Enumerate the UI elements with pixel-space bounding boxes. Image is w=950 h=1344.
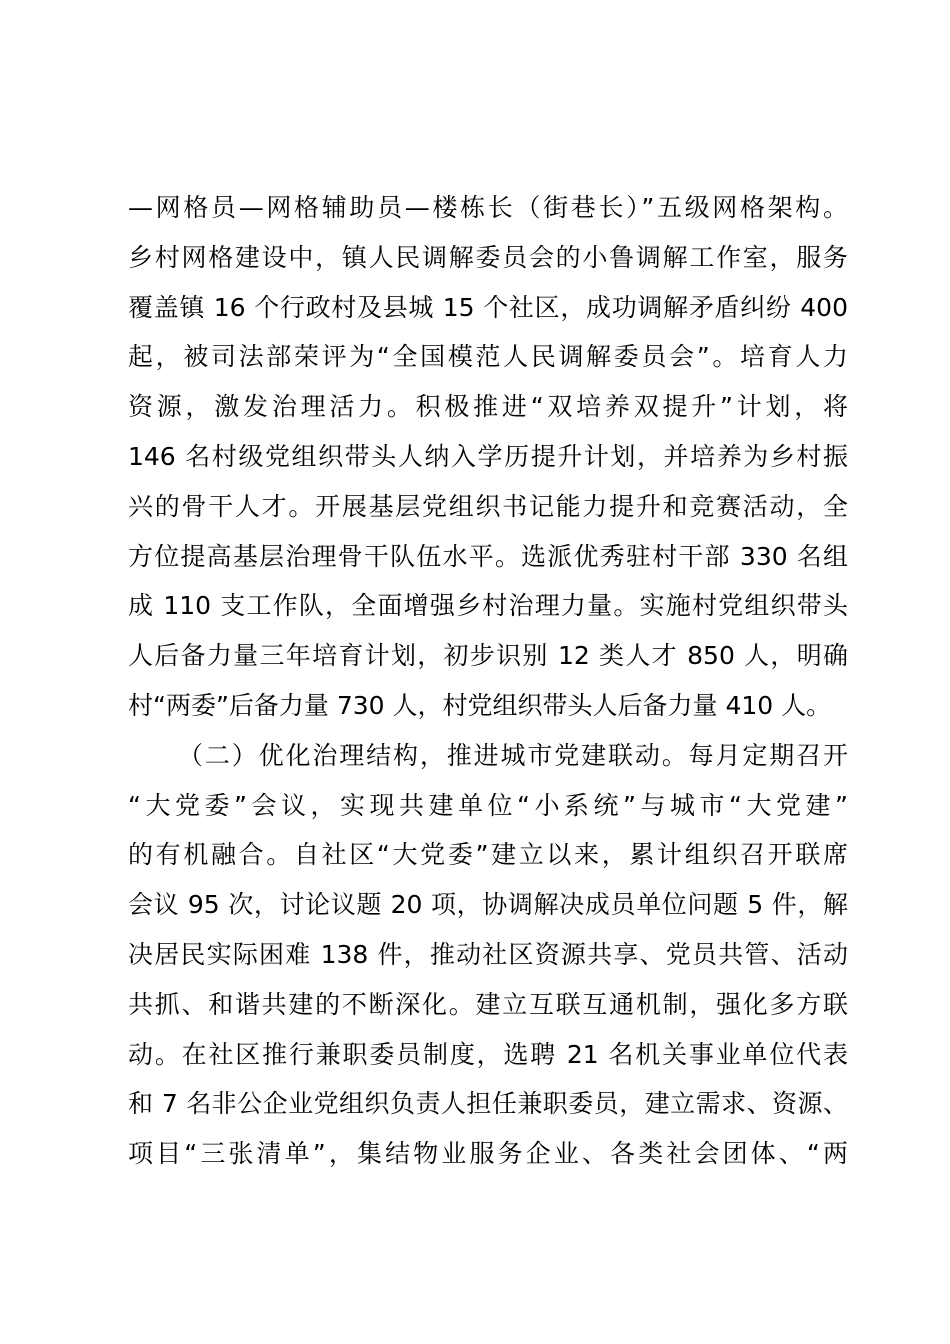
text-line: 人后备力量三年培育计划，初步识别 12 类人才 850 人，明确 bbox=[128, 641, 848, 671]
text-line: 项目“三张清单”，集结物业服务企业、各类社会团体、“两 bbox=[128, 1139, 848, 1169]
text-line: 覆盖镇 16 个行政村及县城 15 个社区，成功调解矛盾纠纷 400 bbox=[128, 292, 848, 322]
text-line: 乡村网格建设中，镇人民调解委员会的小鲁调解工作室，服务 bbox=[128, 242, 848, 272]
text-line: 共抓、和谐共建的不断深化。建立互联互通机制，强化多方联 bbox=[128, 989, 848, 1019]
text-line: 和 7 名非公企业党组织负责人担任兼职委员，建立需求、资源、 bbox=[128, 1089, 848, 1119]
text-line: 兴的骨干人才。开展基层党组织书记能力提升和竞赛活动，全 bbox=[128, 491, 848, 521]
section-heading-line: （二）优化治理结构，推进城市党建联动。每月定期召开 bbox=[178, 740, 848, 770]
text-line: 146 名村级党组织带头人纳入学历提升计划，并培养为乡村振 bbox=[128, 441, 848, 471]
paragraph-grid-governance bbox=[128, 183, 848, 731]
text-line: 成 110 支工作队，全面增强乡村治理力量。实施村党组织带头 bbox=[128, 591, 848, 621]
text-line: 资源，激发治理活力。积极推进“双培养双提升”计划，将 bbox=[128, 392, 848, 422]
text-line: 动。在社区推行兼职委员制度，选聘 21 名机关事业单位代表 bbox=[128, 1039, 848, 1069]
text-line: “大党委”会议，实现共建单位“小系统”与城市“大党建” bbox=[128, 790, 848, 820]
text-line: 起，被司法部荣评为“全国模范人民调解委员会”。培育人力 bbox=[128, 342, 848, 372]
text-line: 的有机融合。自社区“大党委”建立以来，累计组织召开联席 bbox=[128, 840, 848, 870]
paragraph-urban-party-building bbox=[128, 731, 848, 1179]
text-line: 村“两委”后备力量 730 人，村党组织带头人后备力量 410 人。 bbox=[128, 690, 832, 720]
body-text bbox=[128, 183, 848, 1179]
text-line: 决居民实际困难 138 件，推动社区资源共享、党员共管、活动 bbox=[128, 939, 848, 969]
text-line: —网格员—网格辅助员—楼栋长（街巷长）”五级网格架构。 bbox=[128, 193, 848, 222]
text-line: 方位提高基层治理骨干队伍水平。选派优秀驻村干部 330 名组 bbox=[128, 541, 848, 571]
text-line: 会议 95 次，讨论议题 20 项，协调解决成员单位问题 5 件，解 bbox=[128, 890, 848, 920]
